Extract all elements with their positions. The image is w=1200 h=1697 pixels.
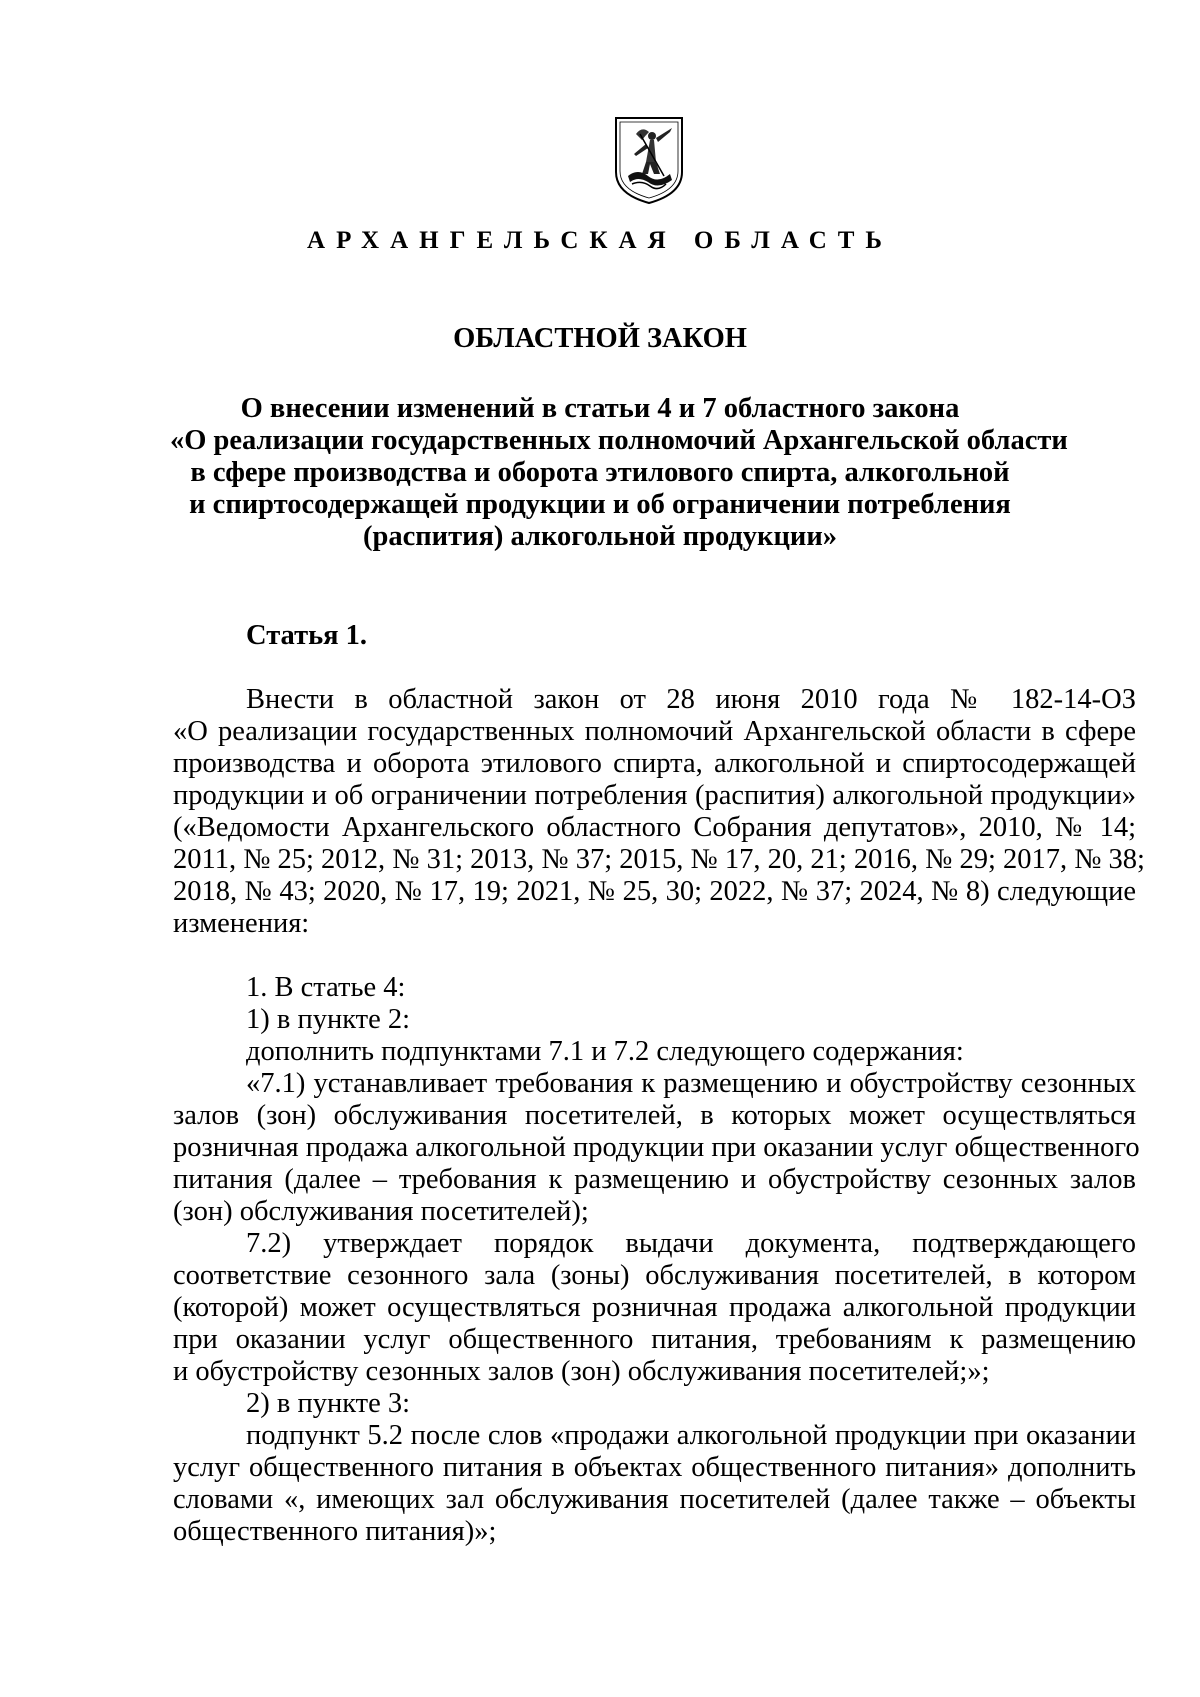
arkhangelsk-coat-of-arms-icon xyxy=(612,114,686,206)
paragraph-line: словами «, имеющих зал обслуживания посетителей (далее также – объекты xyxy=(173,1484,1136,1515)
paragraph-line: производства и оборота этилового спирта, алкогольной и спиртосодержащей xyxy=(173,748,1136,779)
quote-line: соответствие сезонного зала (зоны) обслуживания посетителей, в котором xyxy=(173,1260,1136,1291)
quote-line: «7.1) устанавливает требования к размещению и обустройству сезонных xyxy=(246,1068,1136,1099)
paragraph-line: общественного питания)»; xyxy=(173,1516,497,1547)
quote-line: при оказании услуг общественного питания, требованиям к размещению xyxy=(173,1324,1136,1355)
item-heading: 1. В статье 4: xyxy=(246,972,406,1003)
law-title-line: «О реализации государственных полномочий Архангельской области xyxy=(170,425,1068,456)
quote-line: (которой) может осуществляться розничная продажа алкогольной продукции xyxy=(173,1292,1136,1323)
law-title-line: О внесении изменений в статьи 4 и 7 областного закона xyxy=(240,393,960,424)
article-heading: Статья 1. xyxy=(246,620,368,651)
paragraph-line: подпункт 5.2 после слов «продажи алкогольной продукции при оказании xyxy=(246,1420,1136,1451)
subitem-heading: 2) в пункте 3: xyxy=(246,1388,411,1419)
quote-line: залов (зон) обслуживания посетителей, в которых может осуществляться xyxy=(173,1100,1136,1131)
quote-line: 7.2) утверждает порядок выдачи документа, подтверждающего xyxy=(246,1228,1136,1259)
quote-line: розничная продажа алкогольной продукции при оказании услуг общественного xyxy=(173,1132,1140,1163)
paragraph-line: Внести в областной закон от 28 июня 2010 года № 182-14-ОЗ xyxy=(246,684,1136,715)
subitem-heading: 1) в пункте 2: xyxy=(246,1004,411,1035)
paragraph-line: продукции и об ограничении потребления (распития) алкогольной продукции» xyxy=(173,780,1136,811)
quote-line: питания (далее – требования к размещению и обустройству сезонных залов xyxy=(173,1164,1136,1195)
paragraph-line: 2011, № 25; 2012, № 31; 2013, № 37; 2015, № 17, 20, 21; 2016, № 29; 2017, № 38; xyxy=(173,844,1145,875)
quote-line: и обустройству сезонных залов (зон) обслуживания посетителей;»; xyxy=(173,1356,990,1387)
quote-line: (зон) обслуживания посетителей); xyxy=(173,1196,589,1227)
paragraph-line: («Ведомости Архангельского областного Собрания депутатов», 2010, № 14; xyxy=(173,812,1136,843)
paragraph-line: изменения: xyxy=(173,908,310,939)
paragraph-line: дополнить подпунктами 7.1 и 7.2 следующего содержания: xyxy=(246,1036,964,1067)
law-title-line: (распития) алкогольной продукции» xyxy=(362,521,837,552)
law-title-line: и спиртосодержащей продукции и об ограничении потребления xyxy=(189,489,1011,520)
law-title-line: в сфере производства и оборота этилового спирта, алкогольной xyxy=(190,457,1010,488)
law-type-heading: ОБЛАСТНОЙ ЗАКОН xyxy=(453,323,747,354)
paragraph-line: 2018, № 43; 2020, № 17, 19; 2021, № 25, 30; 2022, № 37; 2024, № 8) следующие xyxy=(173,876,1136,907)
law-title xyxy=(170,393,1068,553)
paragraph-line: «О реализации государственных полномочий Архангельской области в сфере xyxy=(173,716,1136,747)
paragraph-line: услуг общественного питания в объектах общественного питания» дополнить xyxy=(173,1452,1136,1483)
region-name: АРХАНГЕЛЬСКАЯ ОБЛАСТЬ xyxy=(307,227,893,254)
